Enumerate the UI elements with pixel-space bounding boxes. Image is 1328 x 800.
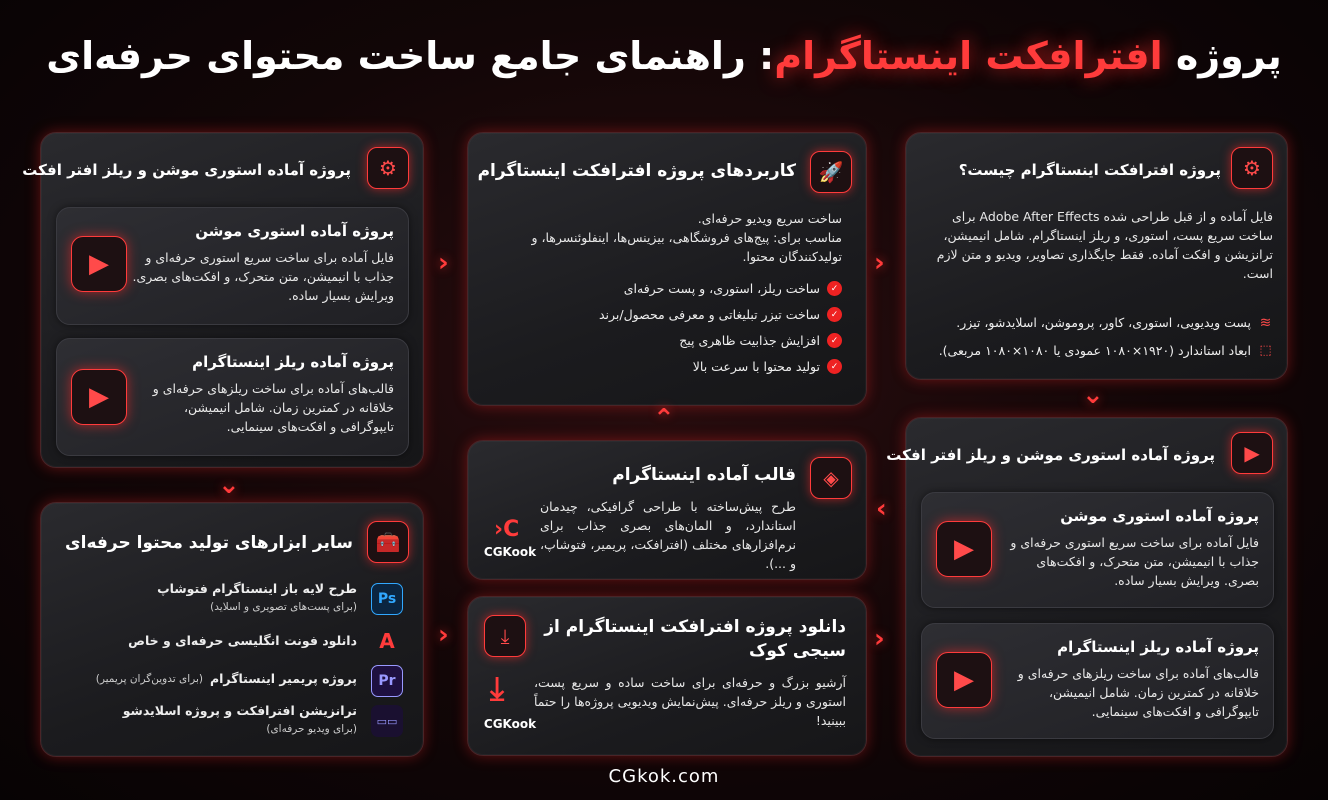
layers-icon: ≋ — [1259, 314, 1272, 331]
arrow-down-icon: ⌄ — [218, 470, 240, 500]
card-uses-body: ساخت سریع ویدیو حرفه‌ای. مناسب برای: پیج‌های فروشگاهی، بیزینس‌ها، اینفلوئنسرها، و تولیدکنندگان محتوا. — [531, 211, 842, 264]
card-what-heading: پروژه افترافکت اینستاگرام چیست؟ — [958, 161, 1221, 179]
card-download-heading: دانلود پروژه افترافکت اینستاگرام از سیجی کوک — [544, 617, 846, 661]
toolbox-icon: 🧰 — [367, 521, 409, 563]
after-effects-icon: ⚙ — [1231, 147, 1273, 189]
card-uses-item-2: ✓ ساخت تیزر تبلیغاتی و معرفی محصول/برند — [599, 307, 842, 322]
motion-right-story-title: پروژه آماده استوری موشن — [1060, 507, 1259, 525]
card-tools — [40, 502, 424, 757]
arrow-up-icon: ⌃ — [653, 404, 675, 434]
motion-right-story — [921, 492, 1274, 608]
motion-right-reels — [921, 623, 1274, 739]
tool-item-4-note: (برای ویدیو حرفه‌ای) — [266, 723, 357, 735]
title-highlight: افترافکت اینستاگرام — [774, 34, 1163, 78]
card-motion-left — [22, 132, 424, 468]
premiere-icon: Pr — [371, 665, 403, 697]
page-title: پروژه افترافکت اینستاگرام: راهنمای جامع ساخت محتوای حرفه‌ای — [46, 34, 1282, 78]
check-icon: ✓ — [827, 333, 842, 348]
arrow-down-icon: ⌄ — [1082, 380, 1104, 410]
tool-item-4-label: ترانزیشن افترافکت و پروژه اسلایدشو — [122, 703, 357, 718]
card-uses-heading: کاربردهای پروژه افترافکت اینستاگرام — [477, 161, 796, 181]
font-icon: A — [379, 629, 395, 653]
motion-left-reels — [56, 338, 409, 456]
tool-item-3: پروژه پریمیر اینستاگرام (برای تدوین‌گران پریمیر) — [95, 671, 357, 686]
download-brand: CGKook — [483, 717, 537, 731]
mobile-video-icon: ▶ — [71, 236, 127, 292]
tool-item-2-label: دانلود فونت انگلیسی حرفه‌ای و خاص — [128, 633, 357, 648]
stack-icon: ◈ — [810, 457, 852, 499]
card-what-item-2: ⬚ ابعاد استاندارد (۱۹۲۰×۱۰۸۰ عمودی یا ۱۰۸۰×۱۰۸۰ مربعی). — [938, 343, 1272, 358]
card-uses-item-1: ✓ ساخت ریلز، استوری، و پست حرفه‌ای — [624, 281, 842, 296]
reels-icon: ▶ — [936, 652, 992, 708]
motion-right-reels-title: پروژه آماده ریلز اینستاگرام — [1057, 638, 1259, 656]
card-uses-item-4: ✓ تولید محتوا با سرعت بالا — [693, 359, 842, 374]
motion-right-story-body: فایل آماده برای ساخت سریع استوری حرفه‌ای و جذاب با انیمیشن، متن متحرک، و افکت‌های بصری. ویرایش بسیار ساده. — [1010, 535, 1259, 588]
reels-icon: ▶ — [71, 369, 127, 425]
tool-item-1-label: طرح لایه باز اینستاگرام فتوشاپ — [157, 581, 357, 596]
after-effects-icon: ⚙ — [367, 147, 409, 189]
download-icon: ⤓ — [484, 615, 526, 657]
arrow-left-icon: ‹ — [874, 624, 885, 654]
phone-play-icon: ▶ — [1231, 432, 1273, 474]
footer-website[interactable]: CGkok.com — [608, 766, 720, 787]
card-what-body: فایل آماده و از قبل طراحی شده Adobe After Effects برای ساخت سریع پست، استوری، و ریلز اینستاگرام. شامل انیمیشن، ترانزیشن و افکت آماده. فقط جایگذاری تصاویر، ویدیو و متن لازم است. — [936, 209, 1273, 281]
motion-left-story-title: پروژه آماده استوری موشن — [195, 222, 394, 240]
card-what-item-1: ≋ پست ویدیویی، استوری، کاور، پروموشن، اسلایدشو، تیزر. — [956, 314, 1272, 331]
motion-right-reels-body: قالب‌های آماده برای ساخت ریلزهای حرفه‌ای و خلاقانه در کمترین زمان. شامل انیمیشن، تایپوگرافی و افکت‌های سینمایی. — [1017, 666, 1259, 719]
motion-left-reels-body: قالب‌های آماده برای ساخت ریلزهای حرفه‌ای و خلاقانه در کمترین زمان. شامل انیمیشن، تایپوگرافی و افکت‌های سینمایی. — [152, 381, 394, 434]
card-template-body: طرح پیش‌ساخته با طراحی گرافیکی، چیدمان استاندارد، و المان‌های بصری جذاب برای نرم‌افزارهای مختلف (افترافکت، پریمیر، فتوشاپ، و ...). — [540, 499, 796, 571]
card-motion-left-heading: پروژه آماده استوری موشن و ریلز افتر افکت — [22, 161, 351, 179]
template-brand: CGKook — [483, 545, 537, 559]
arrow-left-icon: ‹ — [874, 248, 885, 278]
arrow-left-icon: ‹ — [438, 620, 449, 650]
card-what-is — [905, 132, 1288, 380]
motion-left-story — [56, 207, 409, 325]
card-template — [467, 440, 867, 580]
tool-item-1-note: (برای پست‌های تصویری و اسلاید) — [210, 601, 357, 613]
motion-left-story-body: فایل آماده برای ساخت سریع استوری حرفه‌ای و جذاب با انیمیشن، متن متحرک، و افکت‌های بصری. ویرایش بسیار ساده. — [132, 250, 394, 303]
card-download — [467, 596, 867, 756]
photoshop-icon: Ps — [371, 583, 403, 615]
card-uses-item-3: ✓ افزایش جذابیت ظاهری پیج — [679, 333, 842, 348]
motion-left-reels-title: پروژه آماده ریلز اینستاگرام — [192, 353, 394, 371]
card-uses — [467, 132, 867, 406]
arrow-left-icon: ‹ — [438, 248, 449, 278]
card-tools-heading: سایر ابزارهای تولید محتوا حرفه‌ای — [65, 533, 353, 553]
check-icon: ✓ — [827, 281, 842, 296]
card-motion-right-heading: پروژه آماده استوری موشن و ریلز افتر افکت — [886, 446, 1215, 464]
cgkook-logo-icon: C‹ — [494, 517, 520, 542]
arrow-right-icon: › — [876, 494, 887, 524]
resize-icon: ⬚ — [1259, 343, 1272, 358]
mobile-video-icon: ▶ — [936, 521, 992, 577]
rocket-icon: 🚀 — [810, 151, 852, 193]
check-icon: ✓ — [827, 359, 842, 374]
card-motion-right — [886, 417, 1288, 757]
card-download-body: آرشیو بزرگ و حرفه‌ای برای ساخت ساده و سریع پست، استوری و ریلز حرفه‌ای. پیش‌نمایش ویدیویی پروژه‌ها را حتماً ببینید! — [534, 675, 846, 728]
check-icon: ✓ — [827, 307, 842, 322]
card-template-heading: قالب آماده اینستاگرام — [612, 465, 796, 485]
transition-icon: ▭▭ — [371, 705, 403, 737]
download-arrow-icon: ⤓ — [490, 669, 505, 707]
